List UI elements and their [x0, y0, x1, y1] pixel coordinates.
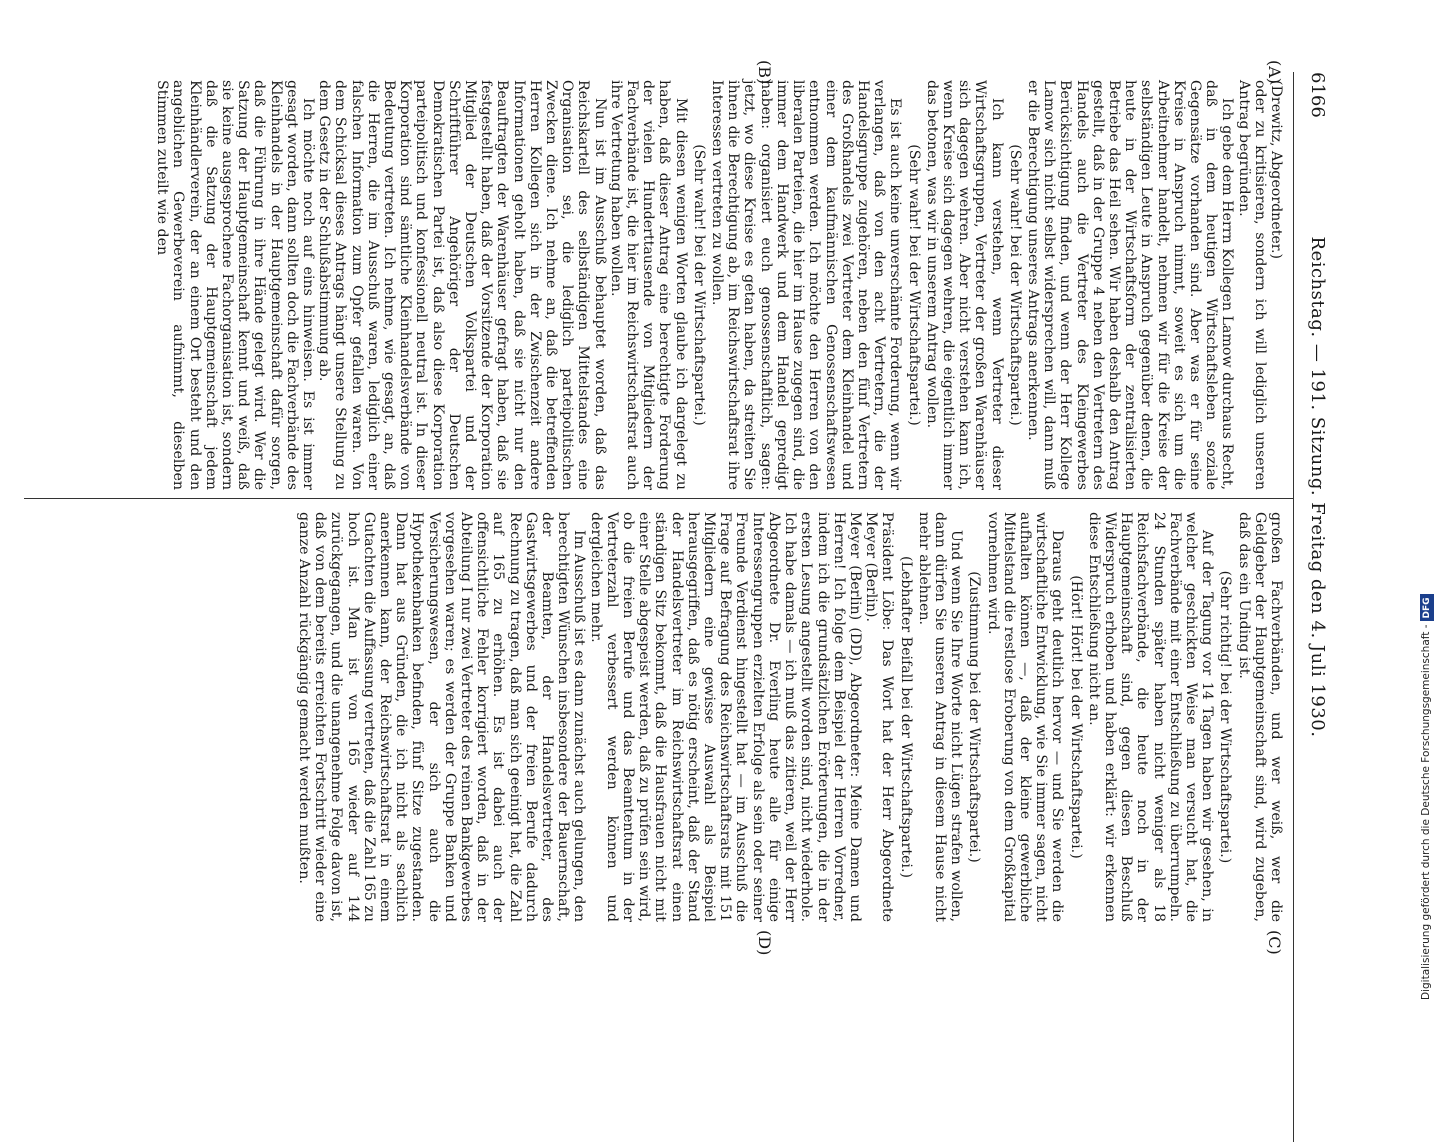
- paragraph: Und wenn Sie Ihre Worte nicht Lügen strafen wollen, dann dürfen Sie unseren Antrag in diesem Hause nicht mehr ablehnen.: [915, 512, 965, 922]
- interjection: (Sehr wahr! bei der Wirtschaftspartei.): [690, 144, 707, 426]
- column-divider: [24, 498, 1294, 499]
- interjection: (Zustimmung bei der Wirtschaftspartei.): [966, 571, 983, 863]
- paragraph: Auf der Tagung vor 14 Tagen haben wir gesehen, in welcher geschickten Weise man versucht hat, die Fachverbände mit einer Entschließung zu überrumpeln. 24 Stunden später haben nicht weniger als 18 Reichsfachverbände, die heute noch in der Hauptgemeinschaft sind, gegen diesen Beschluß Widerspruch erhoben und haben erklärt: wir erkennen diese Entschließung nicht an.: [1085, 512, 1216, 922]
- speaker-paragraph: Präsident Löbe: Das Wort hat der Herr Abgeordnete Meyer (Berlin).: [863, 512, 896, 922]
- page-header: [1294, 72, 1334, 902]
- speaker-paragraph: (Drewitz, Abgeordneter.): [1268, 80, 1284, 260]
- paragraph: Im Ausschuß ist es dann zunächst auch gelungen, den berechtigten Wünschen insbesondere der Bauernschaft, der Beamten, der Handelsvertreter, des Gastwirtsgewerbes und der freien Berufe dadurch Rechnung zu tragen, daß man sich geeinigt hat, die Zahl auf 165 zu erhöhen. Es ist dabei auch der offensichtliche Fehler korrigiert worden, daß in der Abteilung I nur zwei Vertreter des reinen Bankgewerbes vorgesehen waren; es werden der Gruppe Banken und Versicherungswesen, der sich auch die Hypothekenbanken befinden, fünf Sitze zugestanden. Dann hat aus Gründen, die ich nicht als sachlich anerkennen kann, der Reichswirtschaftsrat in einem Gutachten die Auffassung vertreten, daß die Zahl 165 zu hoch ist. Man ist von 165 wieder auf 144 zurückgegangen, und die unangenehme Folge davon ist, daß von dem bereits erreichten Fortschritt wieder eine ganze Anzahl rückgängig gemacht werden mußten.: [296, 512, 588, 922]
- page-title: Reichstag. — 191. Sitzung. Freitag den 4. Juli 1930.: [1307, 236, 1328, 738]
- right-text-column: [296, 512, 1284, 922]
- paragraph: Ich kann verstehen, wenn Vertreter dieser Wirtschaftsgruppen, Vertreter der großen Warenhäuser sich dagegen wehren. Aber nicht verstehen kann ich, wenn Kreise sich dagegen wehren, die eigentlich immer das betonen, was wir in unserem Antrag wollen.: [923, 80, 1005, 490]
- interjection: (Hört! Hört! bei der Wirtschaftspartei.): [1067, 575, 1084, 859]
- paragraph: Es ist auch keine unverschämte Forderung, wenn wir verlangen, daß von den acht Vertretern, die der Handelsgruppe zugehören, neben den fünf Vertretern des Großhandels zwei Vertreter dem Kleinhandel und einer dem kaufmännischen Genossenschaftswesen entnommen werden. Ich möchte den Herren von den liberalen Parteien, die hier im Hause zugegen sind, die immer dem Handwerk und dem Handel gepredigt haben: organisiert euch genossenschaftlich, sagen: jetzt, wo diese Kreise es getan haben, da streiten Sie ihnen die Berechtigung ab, im Reichswirtschaftsrat ihre Interessen vertreten zu wollen.: [709, 80, 904, 490]
- paragraph: Mit diesen wenigen Worten glaube ich dargelegt zu haben, daß dieser Antrag eine berechtigte Forderung der vielen Hunderttausende von Mitgliedern der Fachverbände ist, die hier im Reichswirtschaftsrat auch ihre Vertretung haben wollen.: [607, 80, 689, 490]
- interjection: (Sehr wahr! bei der Wirtschaftspartei.): [905, 144, 922, 426]
- paragraph: Nun ist im Ausschuß behauptet worden, daß das Reichskartell des selbständigen Mittelstandes eine Organisation sei, die lediglich parteipolitischen Zwecken diene. Ich nehme an, daß die betreffenden Herren Kollegen sich in der Zwischenzeit andere Informationen geholt haben, daß sie nicht nur den Beauftragten der Warenhäuser gefragt haben, daß sie festgestellt haben, daß der Vorsitzende der Korporation Mitglied der Deutschen Volkspartei und der Schriftführer Angehöriger der Deutschen Demokratischen Partei ist, daß also diese Korporation parteipolitisch und konfessionell neutral ist. In dieser Korporation sind sämtliche Kleinhandelsverbände von Bedeutung vertreten. Ich nehme, wie gesagt, an, daß die Herren, die im Ausschuß waren, lediglich einer falschen Information zum Opfer gefallen waren. Von dem Schicksal dieses Antrags hängt unsere Stellung zu dem Gesetz in der Schlußabstimmung ab.: [316, 80, 608, 490]
- margin-letter-d: (D): [755, 930, 774, 956]
- continued-paragraph: oder zu kritisieren, sondern ich will lediglich unseren Antrag begründen.: [1235, 80, 1268, 490]
- margin-letter-b: (B): [755, 60, 774, 85]
- left-text-column: [154, 80, 1284, 490]
- margin-letter-a: (A): [1265, 60, 1284, 85]
- digitization-credit: [1418, 12, 1434, 1000]
- speaker-paragraph: Meyer (Berlin) (DD), Abgeordneter: Meine Damen und Herren! Ich folge dem Beispiel der Herren Vorredner, indem ich die grundsätzlichen Erörterungen, die in der ersten Lesung angestellt worden sind, nicht wiederhole. Ich habe damals — ich muß das zitieren, weil der Herr Abgeordnete Dr. Everling heute alle für einige Interessengruppen erzielten Erfolge als sein oder seiner Freunde Verdienst hingestellt hat — im Ausschuß die Frage auf Befragung des Reichswirtschaftsrats mit 151 Mitgliedern eine gewisse Auswahl als Beispiel herausgegriffen, daß es nötig erscheint, daß der Stand der Handelsvertreter im Reichswirtschaftsrat einen ständigen Sitz bekommt, daß die Hausfrauen nicht mit einer Stelle abgespeist werden, daß zu prüfen sein wird, ob die freien Berufe und das Beamtentum in der Vertreterzahl verbessert werden können und dergleichen mehr.: [587, 512, 863, 922]
- interjection: (Sehr richtig! bei der Wirtschaftspartei.): [1217, 570, 1234, 864]
- paragraph: Ich gebe dem Herrn Kollegen Lamow durchaus Recht, daß in dem heutigen Wirtschaftsleben soziale Gegensätze vorhanden sind. Aber was er für seine Kreise in Anspruch nimmt, soweit es sich um die Arbeitnehmer handelt, nehmen wir für die Kreise der selbständigen Leute in Anspruch gegenüber denen, die heute in der Wirtschaftsform der zentralisierten Betriebe das Heil sehen. Wir haben deshalb den Antrag gestellt, daß in der Gruppe 4 neben den Vertretern des Handels auch die Vertreter des Kleingewerbes Berücksichtigung finden, und wenn der Herr Kollege Lamow sich nicht selbst widersprechen will, dann muß er die Berechtigung unseres Antrags anerkennen.: [1024, 80, 1236, 490]
- paragraph: Ich möchte noch auf eins hinweisen. Es ist immer gesagt worden, dann sollten doch die Fachverbände des Kleinhandels in der Hauptgemeinschaft dafür sorgen, daß die Führung in ihre Hände gelegt wird. Wer die Satzung der Hauptgemeinschaft kennt und weiß, daß sie keine ausgesprochene Fachorganisation ist, sondern daß die Satzung der Hauptgemeinschaft jedem Kleinhändlerverein, der an einem Ort besteht und den angeblichen Gewerbeverein aufnimmt, dieselben Stimmen zuteilt wie den: [154, 80, 317, 490]
- dfg-logo: DFG: [1420, 594, 1434, 621]
- header-rule: [1293, 72, 1294, 1142]
- paragraph: Daraus geht deutlich hervor — und Sie werden die wirtschaftliche Entwicklung, wie Sie immer sagen, nicht aufhalten können —, daß der kleine gewerbliche Mittelstand die restlose Eroberung von dem Großkapital vornehmen wird.: [984, 512, 1066, 922]
- continued-paragraph: großen Fachverbänden, und wer weiß, wer die Geldgeber der Hauptgemeinschaft sind, wird zugeben, daß das ein Unding ist.: [1235, 512, 1284, 922]
- credit-text: Digitalisierung gefördert durch die Deutsche Forschungsgemeinschaft -: [1420, 624, 1432, 1000]
- interjection: (Lebhafter Beifall bei der Wirtschaftspartei.): [897, 555, 914, 879]
- margin-letter-c: (C): [1265, 930, 1284, 955]
- interjection: (Sehr wahr! bei der Wirtschaftspartei.): [1006, 144, 1023, 426]
- page-number: 6166: [1307, 72, 1328, 118]
